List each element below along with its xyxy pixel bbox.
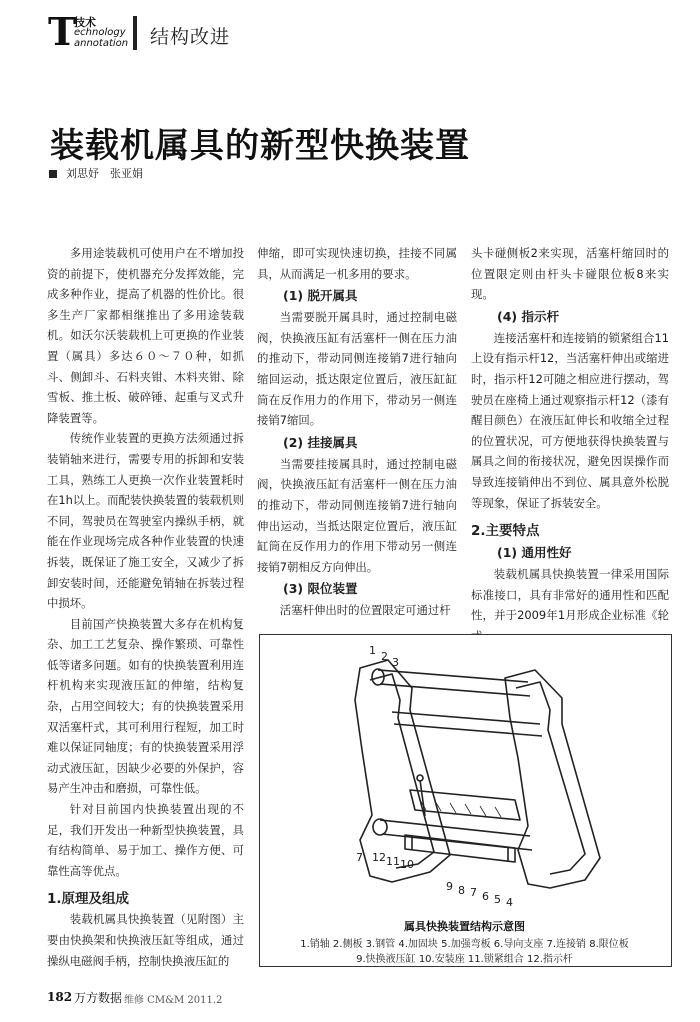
bottom-shaft-end bbox=[373, 819, 387, 835]
callout-label: 5 bbox=[494, 893, 501, 906]
paragraph: 传统作业装置的更换方法须通过拆装销轴来进行，需要专用的拆卸和安装工具，熟练工人更换一次作业装置耗时在1h以上。而配装快换装置的装载机则不同，驾驶员在驾驶室内操纵手柄，就能在作业现场完成各种作业装置的快速拆装，既保证了施工安全，又减少了拆卸安装时间，还能避免销轴在拆装过程中损坏。 bbox=[47, 431, 244, 611]
subheading: (2) 挂接属具 bbox=[283, 434, 358, 450]
callout-label: 11 bbox=[386, 855, 400, 868]
callout-label: 4 bbox=[506, 896, 513, 909]
section-heading: 1.原理及组成 bbox=[47, 891, 130, 908]
paragraph: 活塞杆伸出时的位置限定可通过杆 bbox=[279, 603, 451, 618]
callout-label: 7 bbox=[470, 886, 477, 899]
subheading: (1) 通用性好 bbox=[497, 545, 572, 561]
quick-coupler-drawing bbox=[300, 640, 630, 915]
paragraph: 装载机属具快换装置（见附图）主要由快换架和快换液压缸等组成，通过操纵电磁阀手柄，控制快换液压缸的 bbox=[47, 912, 244, 968]
article-title: 装载机属具的新型快换装置 bbox=[50, 126, 470, 166]
header-divider bbox=[133, 16, 137, 50]
right-side-plate bbox=[505, 670, 600, 888]
callout-label: 9 bbox=[446, 880, 453, 893]
paragraph: 目前国产快换装置大多存在机构复杂、加工工艺复杂、操作繁琐、可靠性低等诸多问题。如有的快换装置利用连杆机构来实现液压缸的伸缩，结构复杂，占用空间较大；有的快换装置采用双活塞杆式，其可利用行程短，加工时难以保证同轴度；有的快换装置采用浮动式液压缸，因缺少必要的外保护，容易产生冲击和磨损，可靠性低。 bbox=[47, 616, 244, 796]
article-authors: 刘思妤 张亚娟 bbox=[66, 167, 143, 180]
callout-label: 10 bbox=[400, 858, 414, 871]
magazine-issue: 维修 CM&M 2011.2 bbox=[124, 995, 223, 1006]
paragraph: 连接活塞杆和连接销的锁紧组合11上设有指示杆12，当活塞杆伸出或缩进时，指示杆12可随之相应进行摆动，驾驶员在座椅上通过观察指示杆12（漆有醒目颜色）在液压缸伸长和收缩全过程的位置状况，可方便地获得快换装置与属具之间的衔接状况，避免因误操作而导致连接销伸出不到位、属具意外松脱等现象，保证了拆装安全。 bbox=[471, 330, 669, 510]
callout-label: 3 bbox=[392, 656, 399, 669]
paragraph: 装载机属具快换装置一律采用国际标准接口，具有非常好的通用性和匹配性，并于2009年1月形成企业标准《轮 bbox=[471, 567, 669, 623]
subheading: (4) 指示杆 bbox=[497, 308, 559, 324]
paragraph: 伸缩，即可实现快速切换，挂接不同属具，从而满足一机多用的要求。 bbox=[257, 246, 457, 281]
reinforcement-plate bbox=[410, 790, 520, 820]
logo-english-1: echnology bbox=[74, 27, 126, 38]
right-side-plate-inner bbox=[516, 682, 585, 874]
figure-legend-line-2: 9.快换液压缸 10.安装座 11.锁紧组合 12.指示杆 bbox=[356, 954, 573, 965]
section-heading: 2.主要特点 bbox=[471, 523, 540, 540]
callout-label: 7 bbox=[356, 851, 363, 864]
logo-chinese: 技术 bbox=[74, 16, 96, 29]
hydraulic-cylinder bbox=[405, 835, 515, 862]
callout-label: 8 bbox=[458, 884, 465, 897]
figure-title: 属具快换装置结构示意图 bbox=[404, 920, 525, 933]
subheading: (3) 限位装置 bbox=[283, 581, 358, 597]
paragraph: 多用途装载机可使用户在不增加投资的前提下，使机器充分发挥效能，完成多种作业，提高了机器的性价比。很多生产厂家都相继推出了多用途装载机。如沃尔沃装载机上可更换的作业装置（属具）多达６０～７０种，如抓斗、侧卸斗、石料夹钳、木料夹钳、除雪板、推土板、破碎锤、起重与叉式升降装置等。 bbox=[47, 246, 244, 425]
callout-label: 12 bbox=[372, 851, 386, 864]
column-3 bbox=[471, 243, 669, 647]
callout-label: 2 bbox=[381, 650, 388, 663]
paragraph: 头卡碰侧板2来实现，活塞杆缩回时的位置限定则由杆头卡碰限位板8来实现。 bbox=[471, 246, 669, 302]
figure-legend-line-1: 1.销轴 2.侧板 3.钢管 4.加固块 5.加强弯板 6.导向支座 7.连接销 8.限位板 bbox=[300, 939, 629, 950]
left-side-plate bbox=[355, 660, 450, 882]
subheading: (1) 脱开属具 bbox=[283, 288, 358, 304]
page-number: 182 bbox=[47, 990, 73, 1004]
paragraph: 当需要脱开属具时，通过控制电磁阀，快换液压缸有活塞杆一侧在压力油的推动下，带动同侧连接销7进行轴向缩回运动，抵达限定位置后，液压缸缸筒在反作用力的作用下，带动另一侧连接销7缩回。 bbox=[257, 310, 457, 428]
column-1 bbox=[47, 243, 244, 971]
logo-letter: T bbox=[48, 9, 77, 54]
section-name: 结构改进 bbox=[150, 26, 231, 48]
callout-label: 1 bbox=[369, 644, 376, 657]
authors-bullet bbox=[49, 170, 57, 178]
callout-label: 6 bbox=[482, 890, 489, 903]
paragraph: 针对目前国内快换装置出现的不足，我们开发出一种新型快换装置，具有结构简单、易于加工、操作方便、可靠性高等优点。 bbox=[47, 802, 244, 878]
paragraph: 当需要挂接属具时，通过控制电磁阀，快换液压缸有活塞杆一侧在压力油的推动下，带动同侧连接销7进行轴向伸出运动，当抵达限定位置后，液压缸缸筒在反作用力的作用下带动另一侧连接销7朝相反方向伸出。 bbox=[257, 456, 457, 574]
logo-english-2: annotation bbox=[74, 38, 129, 49]
column-2 bbox=[257, 243, 457, 621]
watermark-text: 万方数据 bbox=[74, 991, 123, 1005]
bottom-shaft bbox=[380, 820, 532, 850]
